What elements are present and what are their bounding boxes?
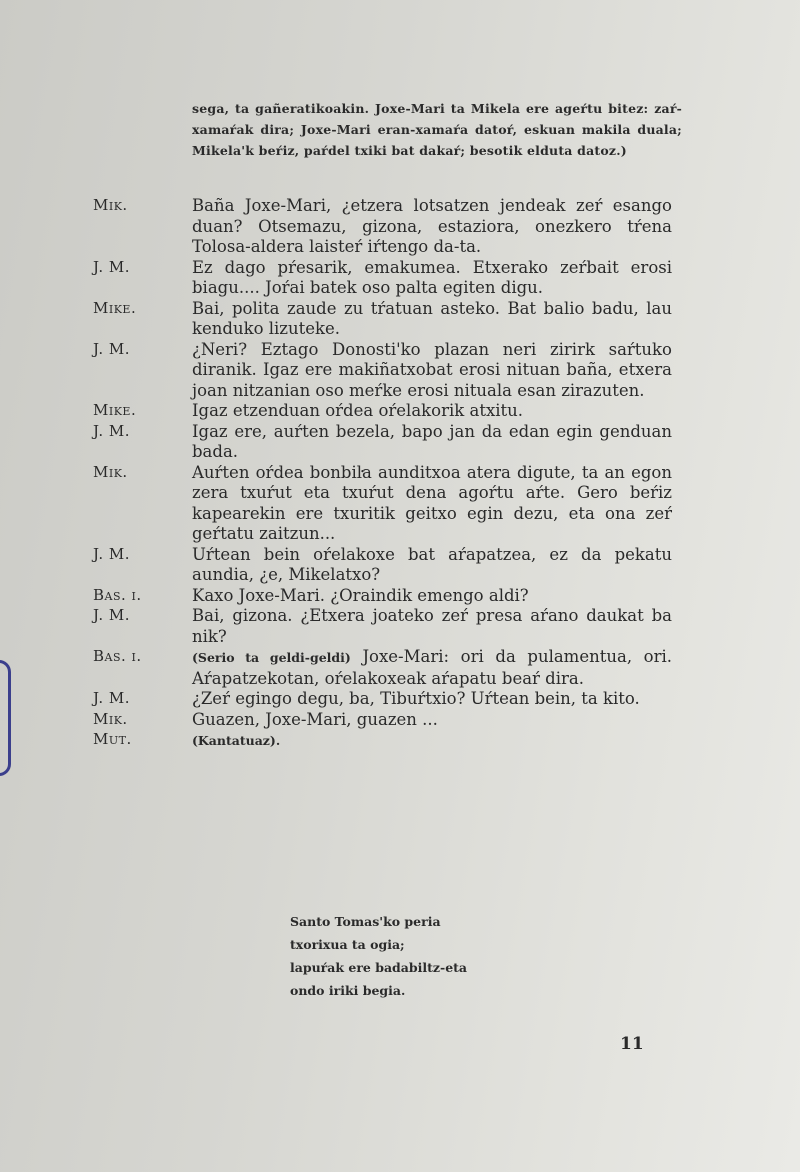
speaker-label: Mut. bbox=[93, 730, 132, 748]
song-line: Santo Tomas'ko peria bbox=[290, 914, 441, 929]
speaker-label: J. M. bbox=[93, 339, 131, 358]
speaker-label: J. M. bbox=[93, 257, 131, 276]
dialogue-line bbox=[0, 710, 800, 731]
dialogue-line bbox=[0, 730, 800, 752]
page-number: 11 bbox=[620, 1034, 644, 1054]
speech-text: Guazen, Joxe-Mari, guazen ... bbox=[192, 709, 438, 729]
speech-text: Baña Joxe-Mari, ¿etzera lotsatzen jendeak zeŕ esango duan? Otsemazu, gizona, estaziora, onezkero tŕena Tolosa-aldera laisteŕ iŕtengo da-ta. bbox=[192, 196, 672, 256]
speech-text: ¿Neri? Eztago Donosti'ko plazan neri zirirk saŕtuko diranik. Igaz ere makiñatxobat erosi nituan baña, etxera joan nitzanian oso meŕke erosi nituala esan zirazuten. bbox=[192, 339, 672, 400]
stage-note: (Kantatuaz). bbox=[192, 733, 281, 748]
speaker-label: Mik. bbox=[93, 196, 128, 214]
dialogue-line bbox=[0, 647, 800, 689]
speaker-label: J. M. bbox=[93, 421, 131, 440]
song-verse bbox=[290, 910, 610, 1002]
speech-text: ¿Zeŕ egingo degu, ba, Tibuŕtxio? Uŕtean bein, ta kito. bbox=[192, 689, 640, 708]
dialogue-line bbox=[0, 299, 800, 340]
speech-content: Joxe-Mari: ori da pulamentua, ori. Aŕapatzekotan, oŕelakoxeak aŕapatu beaŕ dira. bbox=[192, 647, 673, 688]
dialogue bbox=[0, 196, 800, 752]
speaker-label: J. M. bbox=[93, 606, 131, 624]
dialogue-line bbox=[0, 463, 800, 545]
song-line: lapuŕak ere badabiltz-eta bbox=[290, 960, 468, 975]
speech-text: Igaz ere, auŕten bezela, bapo jan da edan egin genduan bada. bbox=[192, 421, 672, 461]
speech-text: Ez dago pŕesarik, emakumea. Etxerako zeŕbait erosi biagu.... Joŕai batek oso palta egiten digu. bbox=[192, 257, 672, 297]
dialogue-line bbox=[0, 606, 800, 647]
speech-text: Igaz etzenduan oŕdea oŕelakorik atxitu. bbox=[192, 401, 524, 420]
speaker-label: Mik. bbox=[93, 462, 128, 481]
dialogue-line bbox=[0, 340, 800, 402]
dialogue-line bbox=[0, 196, 800, 258]
stage-direction: sega, ta gañeratikoakin. Joxe-Mari ta Mikela ere ageŕtu bitez: zaŕ-xamaŕak dira; Joxe-Mari eran-xamaŕa datoŕ, eskuan makila duala; Mikela'k beŕiz, paŕdel txiki bat dakaŕ; besotik elduta datoz.) bbox=[192, 101, 682, 158]
speaker-label: J. M. bbox=[93, 689, 131, 707]
speaker-label: J. M. bbox=[93, 544, 131, 563]
speaker-label: Mike. bbox=[93, 401, 137, 419]
dialogue-line bbox=[0, 258, 800, 299]
speech-text bbox=[192, 730, 672, 752]
dialogue-line bbox=[0, 689, 800, 710]
speech-text: Kaxo Joxe-Mari. ¿Oraindik emengo aldi? bbox=[192, 585, 529, 605]
dialogue-line bbox=[0, 422, 800, 463]
speech-text: Bai, gizona. ¿Etxera joateko zeŕ presa aŕano daukat ba nik? bbox=[192, 606, 672, 646]
speech-text: Bai, polita zaude zu tŕatuan asteko. Bat balio badu, lau kenduko lizuteke. bbox=[192, 298, 672, 338]
speaker-label: Bas. i. bbox=[93, 647, 142, 665]
speaker-label: Bas. i. bbox=[93, 585, 142, 604]
speech-text bbox=[192, 647, 672, 689]
dialogue-line bbox=[0, 545, 800, 586]
dialogue-line bbox=[0, 586, 800, 607]
stage-note: (Serio ta geldi-geldi) bbox=[192, 650, 351, 665]
speaker-label: Mik. bbox=[93, 709, 128, 728]
song-line: txorixua ta ogia; bbox=[290, 937, 405, 952]
dialogue-line bbox=[0, 401, 800, 422]
speech-text: Auŕten oŕdea bonbiŀa aunditxoa atera digute, ta an egon zera txuŕut eta txuŕut dena agoŕtu aŕte. Gero beŕiz kapearekin ere txuritik geitxo egin dezu, eta ona zeŕ geŕtatu zaitzun... bbox=[192, 462, 672, 543]
speaker-label: Mike. bbox=[93, 298, 137, 317]
speech-text: Uŕtean bein oŕelakoxe bat aŕapatzea, ez da pekatu aundia, ¿e, Mikelatxo? bbox=[192, 544, 672, 584]
song-line: ondo iriki begia. bbox=[290, 983, 406, 998]
